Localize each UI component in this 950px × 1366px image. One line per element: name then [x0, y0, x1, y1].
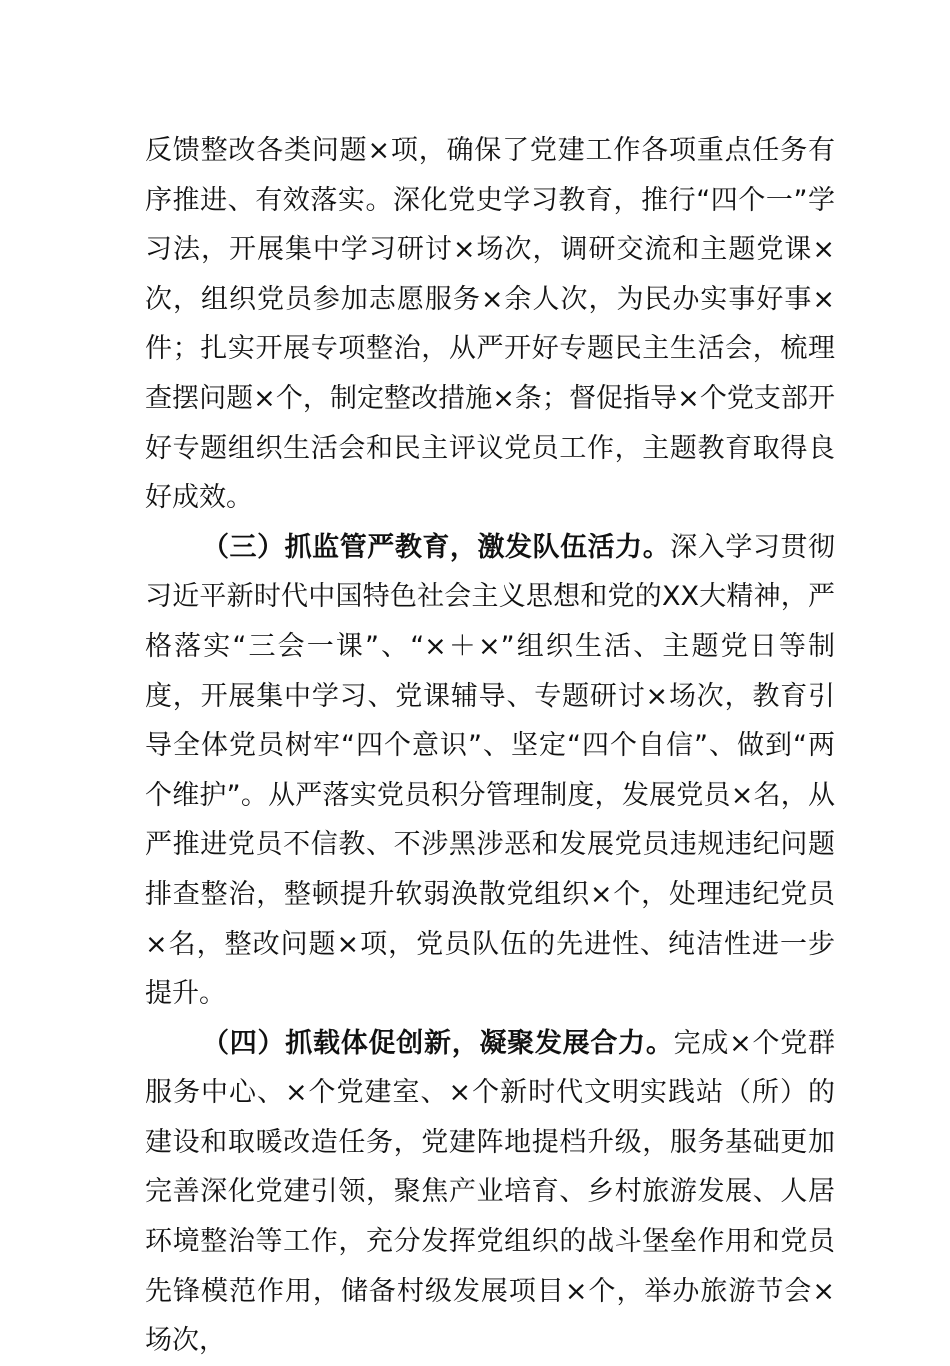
paragraph-section-3	[145, 523, 835, 1019]
paragraph-continuation	[145, 126, 835, 523]
paragraph-section-4	[145, 1019, 835, 1366]
document-body	[145, 126, 835, 1366]
section-3-heading: （三）抓监管严教育，激发队伍活力。	[202, 531, 671, 563]
section-4-text: 完成×个党群服务中心、×个党建室、×个新时代文明实践站（所）的建设和取暖改造任务，党建阵地提档升级，服务基础更加完善深化党建引领，聚焦产业培育、乡村旅游发展、人居环境整治等工作，充分发挥党组织的战斗堡垒作用和党员先锋模范作用，储备村级发展项目×个，举办旅游节会×场次，	[145, 1027, 836, 1357]
section-4-heading: （四）抓载体促创新，凝聚发展合力。	[202, 1027, 674, 1059]
paragraph-1-text: 反馈整改各类问题×项，确保了党建工作各项重点任务有序推进、有效落实。深化党史学习教育，推行“四个一”学习法，开展集中学习研讨×场次，调研交流和主题党课×次，组织党员参加志愿服务×余人次，为民办实事好事×件；扎实开展专项整治，从严开好专题民主生活会，梳理查摆问题×个，制定整改措施×条；督促指导×个党支部开好专题组织生活会和民主评议党员工作，主题教育取得良好成效。	[145, 135, 835, 514]
section-3-text: 深入学习贯彻习近平新时代中国特色社会主义思想和党的XX大精神，严格落实“三会一课”、“×＋×”组织生活、主题党日等制度，开展集中学习、党课辅导、专题研讨×场次，教育引导全体党员树牢“四个意识”、坚定“四个自信”、做到“两个维护”。从严落实党员积分管理制度，发展党员×名，从严推进党员不信教、不涉黑涉恶和发展党员违规违纪问题排查整治，整顿提升软弱涣散党组织×个，处理违纪党员×名，整改问题×项，党员队伍的先进性、纯洁性进一步提升。	[145, 531, 836, 1010]
